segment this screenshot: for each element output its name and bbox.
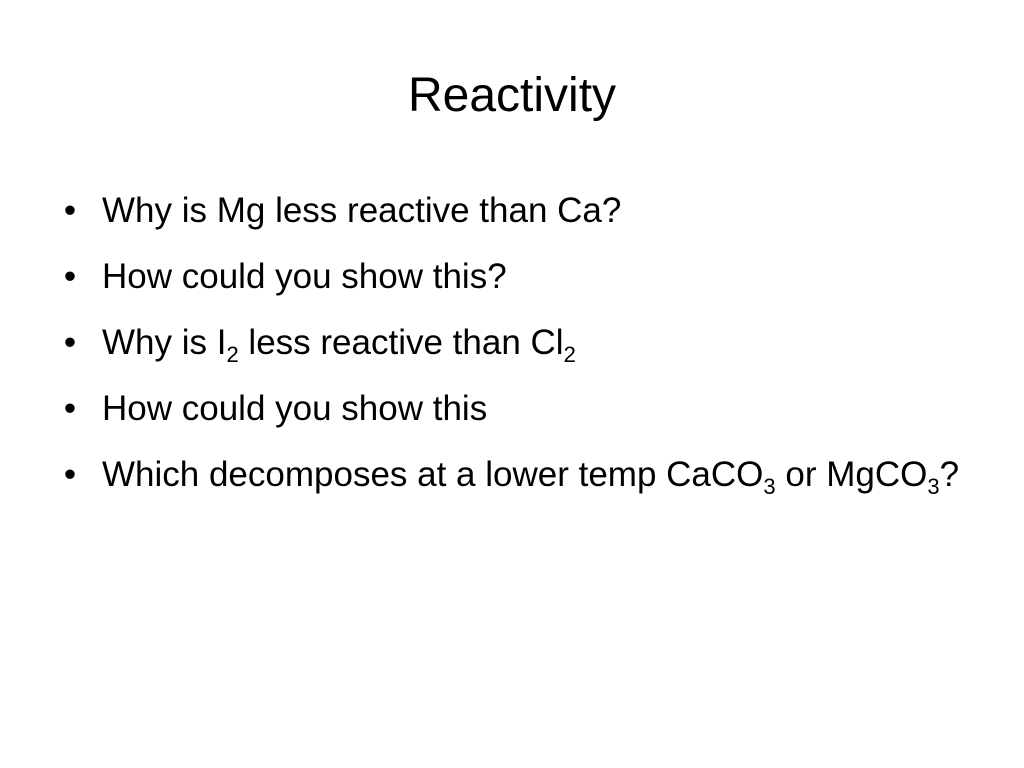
slide-title: Reactivity [407,69,617,122]
bullet-icon: • [63,257,77,296]
bullet-item [60,450,960,500]
subscript: 2 [226,342,239,367]
text-segment: How could you show this? [102,257,507,296]
bullet-list [60,186,960,516]
text-segment: How could you show this [102,389,488,428]
text-segment: Why is Mg less reactive than Ca? [102,191,622,230]
bullet-text [102,191,621,230]
bullet-item [60,252,960,302]
bullet-icon: • [63,191,77,230]
bullet-text [102,389,487,428]
text-segment: Why is I [102,323,227,362]
text-segment: Which decomposes at a lower temp CaCO [102,455,764,494]
text-segment: ? [939,455,960,494]
bullet-text [102,455,960,499]
bullet-icon: • [63,455,77,494]
text-segment: or MgCO [775,455,928,494]
bullet-icon: • [63,389,77,428]
bullet-item [60,186,960,236]
subscript: 3 [927,474,940,499]
bullet-icon: • [63,323,77,362]
bullet-item [60,318,960,368]
subscript: 2 [563,342,576,367]
subscript: 3 [763,474,776,499]
bullet-item [60,384,960,434]
text-segment: less reactive than Cl [238,323,564,362]
bullet-text [102,323,576,367]
bullet-text [102,257,507,296]
